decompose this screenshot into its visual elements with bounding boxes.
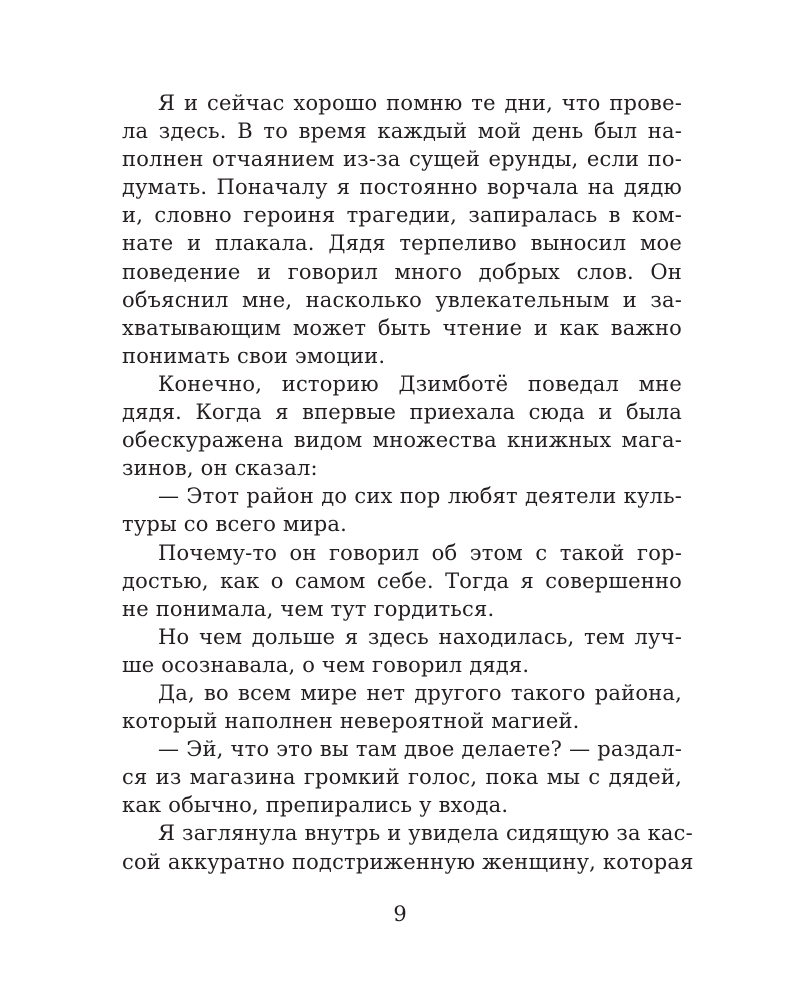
- text-line: ла здесь. В то время каждый мой день был на-: [122, 119, 682, 144]
- text-line: — Эй, что это вы там двое делаете? — раздал-: [158, 737, 682, 762]
- text-line: ся из магазина громкий голос, пока мы с дядей,: [122, 765, 682, 790]
- body-text: [122, 89, 694, 876]
- text-line: Конечно, историю Дзимботё поведал мне: [158, 371, 682, 396]
- text-line: дядя. Когда я впервые приехала сюда и была: [122, 400, 682, 425]
- text-line: поведение и говорил много добрых слов. Он: [122, 259, 682, 284]
- text-line: как обычно, препирались у входа.: [122, 793, 509, 818]
- text-line: туры со всего мира.: [122, 512, 347, 537]
- text-line: понимать свои эмоции.: [122, 343, 386, 368]
- text-line: сой аккуратно подстриженную женщину, которая: [122, 849, 694, 874]
- text-line: хватывающим может быть чтение и как важно: [122, 315, 682, 340]
- text-line: полнен отчаянием из-за сущей ерунды, если по-: [122, 147, 682, 172]
- text-line: Я и сейчас хорошо помню те дни, что прове-: [158, 91, 682, 115]
- text-line: Я заглянула внутрь и увидела сидящую за кас-: [158, 821, 693, 846]
- text-line: и, словно героиня трагедии, запиралась в ком-: [122, 203, 682, 228]
- text-line: объяснил мне, насколько увлекательным и за-: [122, 287, 682, 312]
- text-line: — Этот район до сих пор любят деятели куль-: [158, 484, 682, 509]
- text-line: который наполнен невероятной магией.: [122, 709, 580, 734]
- text-line: Почему-то он говорил об этом с такой гор-: [158, 540, 682, 565]
- text-line: ше осознавала, о чем говорил дядя.: [122, 652, 530, 677]
- text-line: обескуражена видом множества книжных мага-: [122, 428, 682, 453]
- text-line: не понимала, чем тут гордиться.: [122, 596, 495, 621]
- text-line: думать. Поначалу я постоянно ворчала на дядю: [122, 175, 682, 200]
- text-line: зинов, он сказал:: [122, 456, 318, 481]
- text-line: Но чем дольше я здесь находилась, тем луч-: [158, 624, 682, 649]
- page-number: 9: [393, 902, 407, 926]
- text-line: нате и плакала. Дядя терпеливо выносил мое: [122, 231, 682, 256]
- text-line: Да, во всем мире нет другого такого района,: [158, 680, 682, 705]
- text-line: достью, как о самом себе. Тогда я совершенно: [122, 568, 682, 593]
